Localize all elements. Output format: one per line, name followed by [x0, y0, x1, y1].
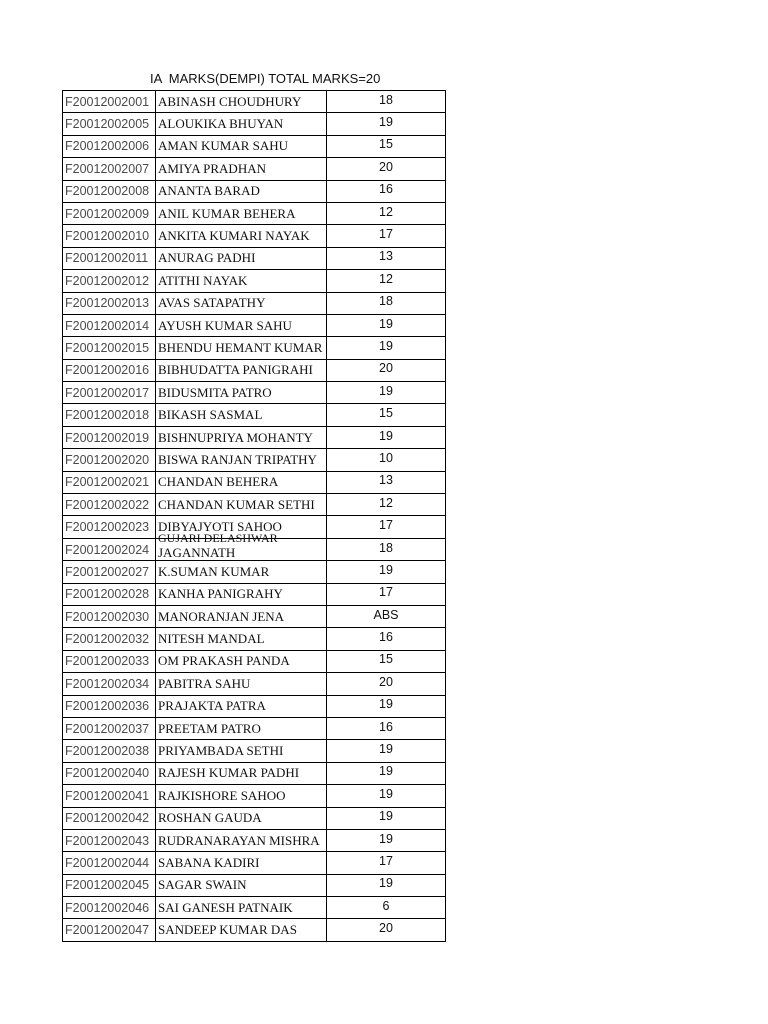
- table-row: [63, 314, 446, 336]
- roll-number-cell: F20012002023: [63, 516, 156, 538]
- student-name-line1-text: GUJARI DELASHWAR: [158, 531, 278, 545]
- student-name-cell: PABITRA SAHU: [156, 673, 327, 695]
- mark-cell: [327, 292, 446, 314]
- mark-cell: [327, 426, 446, 448]
- mark-cell: [327, 158, 446, 180]
- table-row: [63, 404, 446, 426]
- mark-value: 18: [379, 92, 393, 107]
- mark-value: 15: [379, 406, 393, 421]
- mark-cell: [327, 337, 446, 359]
- table-row: [63, 270, 446, 292]
- student-name-cell: BIDUSMITA PATRO: [156, 382, 327, 404]
- mark-value: 17: [379, 518, 393, 533]
- table-row: [63, 494, 446, 516]
- mark-value: 17: [379, 585, 393, 600]
- table-row: [63, 471, 446, 493]
- student-name-cell: BIKASH SASMAL: [156, 404, 327, 426]
- student-name-cell: RAJKISHORE SAHOO: [156, 785, 327, 807]
- mark-value: 19: [379, 338, 393, 353]
- table-row: [63, 449, 446, 471]
- student-name-cell: ATITHI NAYAK: [156, 270, 327, 292]
- mark-value: 19: [379, 115, 393, 130]
- table-row: [63, 225, 446, 247]
- roll-number-cell: F20012002024: [63, 538, 156, 560]
- table-row: [63, 158, 446, 180]
- table-row: [63, 292, 446, 314]
- table-row: [63, 695, 446, 717]
- student-name-cell: PRAJAKTA PATRA: [156, 695, 327, 717]
- student-name-cell: BISHNUPRIYA MOHANTY: [156, 426, 327, 448]
- mark-cell: [327, 605, 446, 627]
- student-name-cell: ANURAG PADHI: [156, 247, 327, 269]
- student-name-line1: [158, 531, 326, 546]
- roll-number-cell: F20012002040: [63, 762, 156, 784]
- roll-number-cell: F20012002045: [63, 874, 156, 896]
- mark-value: 13: [379, 473, 393, 488]
- roll-number-cell: F20012002042: [63, 807, 156, 829]
- mark-value: 19: [379, 562, 393, 577]
- table-row: [63, 337, 446, 359]
- student-name-cell: ALOUKIKA BHUYAN: [156, 113, 327, 135]
- mark-cell: [327, 740, 446, 762]
- student-name-cell: SANDEEP KUMAR DAS: [156, 919, 327, 941]
- mark-value: 19: [379, 786, 393, 801]
- roll-number-cell: F20012002014: [63, 314, 156, 336]
- roll-number-cell: F20012002022: [63, 494, 156, 516]
- table-row: [63, 561, 446, 583]
- student-name-cell: PRIYAMBADA SETHI: [156, 740, 327, 762]
- mark-cell: [327, 270, 446, 292]
- table-row: [63, 180, 446, 202]
- table-row: [63, 919, 446, 941]
- mark-cell: [327, 113, 446, 135]
- table-row: [63, 382, 446, 404]
- mark-cell: [327, 247, 446, 269]
- mark-cell: [327, 91, 446, 113]
- mark-cell: [327, 225, 446, 247]
- roll-number-cell: F20012002046: [63, 897, 156, 919]
- student-name-cell: BIBHUDATTA PANIGRAHI: [156, 359, 327, 381]
- table-row: [63, 874, 446, 896]
- mark-value: 17: [379, 853, 393, 868]
- student-name-cell: CHANDAN BEHERA: [156, 471, 327, 493]
- table-row: [63, 740, 446, 762]
- roll-number-cell: F20012002015: [63, 337, 156, 359]
- student-name-cell: AMIYA PRADHAN: [156, 158, 327, 180]
- mark-cell: [327, 673, 446, 695]
- mark-cell: [327, 874, 446, 896]
- mark-cell: [327, 583, 446, 605]
- mark-value: 19: [379, 428, 393, 443]
- roll-number-cell: F20012002037: [63, 717, 156, 739]
- mark-value: 16: [379, 630, 393, 645]
- roll-number-cell: F20012002018: [63, 404, 156, 426]
- mark-cell: [327, 359, 446, 381]
- roll-number-cell: F20012002013: [63, 292, 156, 314]
- table-row: [63, 135, 446, 157]
- mark-cell: [327, 449, 446, 471]
- student-name-cell: SAGAR SWAIN: [156, 874, 327, 896]
- mark-value: 19: [379, 742, 393, 757]
- mark-cell: [327, 897, 446, 919]
- student-name-cell: RUDRANARAYAN MISHRA: [156, 829, 327, 851]
- student-name-cell: ROSHAN GAUDA: [156, 807, 327, 829]
- mark-value: 16: [379, 182, 393, 197]
- mark-cell: [327, 494, 446, 516]
- student-name-cell: CHANDAN KUMAR SETHI: [156, 494, 327, 516]
- mark-cell: [327, 919, 446, 941]
- mark-cell: [327, 180, 446, 202]
- student-name-cell: PREETAM PATRO: [156, 717, 327, 739]
- roll-number-cell: F20012002020: [63, 449, 156, 471]
- student-name-cell: AYUSH KUMAR SAHU: [156, 314, 327, 336]
- roll-number-cell: F20012002005: [63, 113, 156, 135]
- mark-value: 18: [379, 540, 393, 555]
- mark-cell: [327, 785, 446, 807]
- mark-value: 16: [379, 719, 393, 734]
- table-row: [63, 426, 446, 448]
- student-name-cell: MANORANJAN JENA: [156, 605, 327, 627]
- mark-value: 12: [379, 271, 393, 286]
- table-row: [63, 762, 446, 784]
- roll-number-cell: F20012002006: [63, 135, 156, 157]
- mark-value: 17: [379, 227, 393, 242]
- roll-number-cell: F20012002019: [63, 426, 156, 448]
- mark-value: ABS: [373, 607, 399, 622]
- student-name-cell: ANKITA KUMARI NAYAK: [156, 225, 327, 247]
- mark-value: 6: [382, 898, 390, 913]
- marks-table: [62, 90, 446, 942]
- roll-number-cell: F20012002028: [63, 583, 156, 605]
- table-row: [63, 359, 446, 381]
- mark-value: 20: [379, 674, 393, 689]
- table-row: [63, 605, 446, 627]
- mark-cell: [327, 829, 446, 851]
- mark-value: 15: [379, 137, 393, 152]
- mark-value: 12: [379, 204, 393, 219]
- student-name-cell: AMAN KUMAR SAHU: [156, 135, 327, 157]
- student-name-cell: [156, 531, 327, 560]
- sheet-title: IA MARKS(DEMPI) TOTAL MARKS=20: [150, 71, 381, 86]
- student-name-cell: DIBYAJYOTI SAHOO: [156, 516, 327, 538]
- mark-cell: [327, 135, 446, 157]
- roll-number-cell: F20012002009: [63, 202, 156, 224]
- roll-number-cell: F20012002001: [63, 91, 156, 113]
- roll-number-cell: F20012002008: [63, 180, 156, 202]
- mark-value: 20: [379, 159, 393, 174]
- mark-cell: [327, 538, 446, 560]
- student-name-cell: KANHA PANIGRAHY: [156, 583, 327, 605]
- roll-number-cell: F20012002032: [63, 628, 156, 650]
- mark-cell: [327, 852, 446, 874]
- student-name-cell: ANIL KUMAR BEHERA: [156, 202, 327, 224]
- roll-number-cell: F20012002016: [63, 359, 156, 381]
- mark-cell: [327, 695, 446, 717]
- roll-number-cell: F20012002027: [63, 561, 156, 583]
- roll-number-cell: F20012002021: [63, 471, 156, 493]
- mark-value: 19: [379, 764, 393, 779]
- mark-value: 10: [379, 450, 393, 465]
- roll-number-cell: F20012002034: [63, 673, 156, 695]
- mark-value: 13: [379, 249, 393, 264]
- roll-number-cell: F20012002030: [63, 605, 156, 627]
- mark-value: 19: [379, 697, 393, 712]
- student-name-cell: BHENDU HEMANT KUMAR: [156, 337, 327, 359]
- table-row: [63, 538, 446, 560]
- roll-number-cell: F20012002038: [63, 740, 156, 762]
- table-row: [63, 113, 446, 135]
- mark-cell: [327, 202, 446, 224]
- mark-value: 19: [379, 316, 393, 331]
- mark-value: 20: [379, 361, 393, 376]
- mark-cell: [327, 471, 446, 493]
- roll-number-cell: F20012002010: [63, 225, 156, 247]
- mark-cell: [327, 561, 446, 583]
- student-name-cell: SABANA KADIRI: [156, 852, 327, 874]
- table-row: [63, 829, 446, 851]
- student-name-cell: NITESH MANDAL: [156, 628, 327, 650]
- roll-number-cell: F20012002044: [63, 852, 156, 874]
- mark-cell: [327, 382, 446, 404]
- roll-number-cell: F20012002041: [63, 785, 156, 807]
- roll-number-cell: F20012002011: [63, 247, 156, 269]
- mark-value: 15: [379, 652, 393, 667]
- student-name-cell: ANANTA BARAD: [156, 180, 327, 202]
- student-name-cell: AVAS SATAPATHY: [156, 292, 327, 314]
- mark-value: 19: [379, 383, 393, 398]
- mark-value: 20: [379, 921, 393, 936]
- mark-value: 18: [379, 294, 393, 309]
- student-name-cell: K.SUMAN KUMAR: [156, 561, 327, 583]
- roll-number-cell: F20012002033: [63, 650, 156, 672]
- mark-value: 19: [379, 831, 393, 846]
- table-row: [63, 583, 446, 605]
- roll-number-cell: F20012002017: [63, 382, 156, 404]
- table-row: [63, 785, 446, 807]
- table-row: [63, 717, 446, 739]
- mark-cell: [327, 807, 446, 829]
- roll-number-cell: F20012002012: [63, 270, 156, 292]
- table-row: [63, 628, 446, 650]
- student-name-cell: BISWA RANJAN TRIPATHY: [156, 449, 327, 471]
- table-row: [63, 852, 446, 874]
- table-row: [63, 673, 446, 695]
- mark-value: 12: [379, 495, 393, 510]
- student-name-cell: OM PRAKASH PANDA: [156, 650, 327, 672]
- roll-number-cell: F20012002007: [63, 158, 156, 180]
- mark-cell: [327, 314, 446, 336]
- roll-number-cell: F20012002047: [63, 919, 156, 941]
- student-name-line2: JAGANNATH: [158, 545, 236, 560]
- table-row: [63, 247, 446, 269]
- mark-value: 19: [379, 809, 393, 824]
- marks-table-body: [63, 91, 446, 942]
- table-row: [63, 202, 446, 224]
- student-name-cell: RAJESH KUMAR PADHI: [156, 762, 327, 784]
- table-row: [63, 807, 446, 829]
- table-row: [63, 650, 446, 672]
- mark-cell: [327, 717, 446, 739]
- mark-cell: [327, 650, 446, 672]
- mark-value: 19: [379, 876, 393, 891]
- mark-cell: [327, 762, 446, 784]
- table-row: [63, 897, 446, 919]
- table-row: [63, 91, 446, 113]
- roll-number-cell: F20012002043: [63, 829, 156, 851]
- student-name-cell: SAI GANESH PATNAIK: [156, 897, 327, 919]
- mark-cell: [327, 404, 446, 426]
- mark-cell: [327, 516, 446, 538]
- student-name-cell: ABINASH CHOUDHURY: [156, 91, 327, 113]
- mark-cell: [327, 628, 446, 650]
- roll-number-cell: F20012002036: [63, 695, 156, 717]
